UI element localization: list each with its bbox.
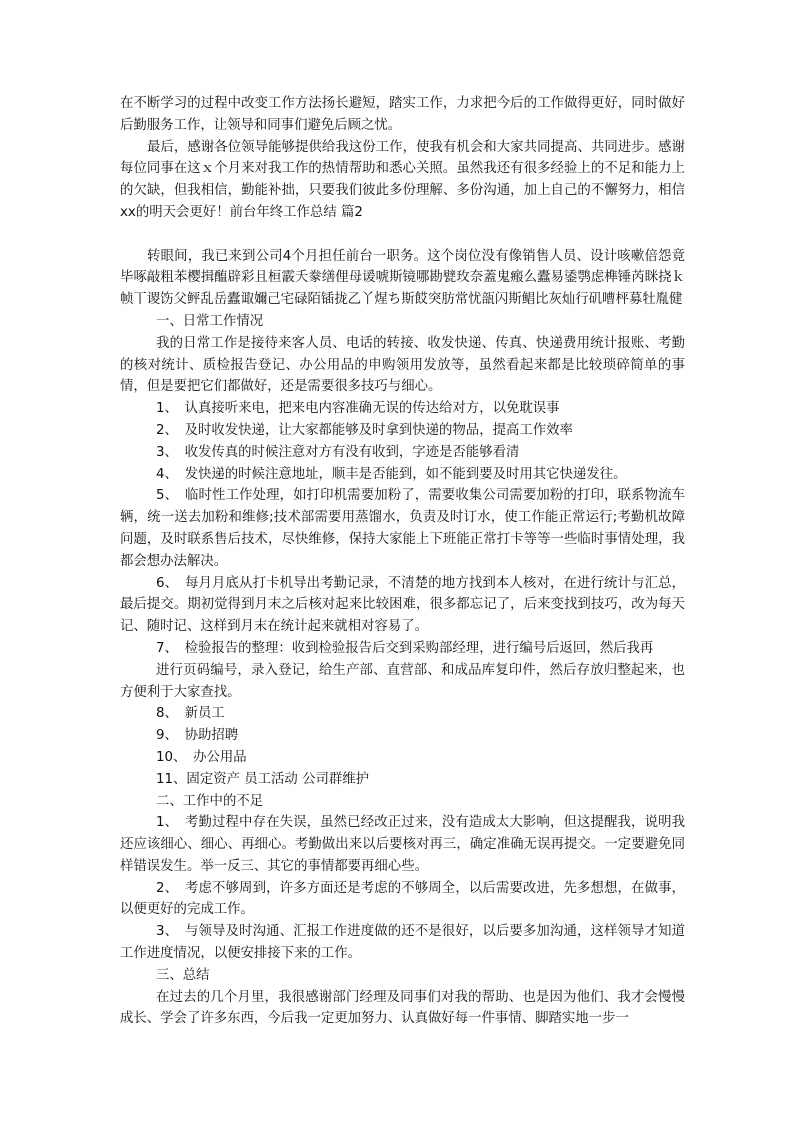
paragraph: 9、 协助招聘 <box>156 728 239 744</box>
blank-line <box>120 224 685 246</box>
paragraph: 3、 与领导及时沟通、汇报工作进度做的还不是很好，以后要多加沟通，这样领导才知道工作进度情况，以便安排接下来的工作。 <box>120 924 685 962</box>
paragraph: 1、 考勤过程中存在失误，虽然已经改正过来，没有造成太大影响，但这提醒我，说明我还应该细心、细心、再细心。考勤做出来以后要核对再三，确定准确无误再提交。一定要避免同样错误发生。举一反三、其它的事情都要再细心些。 <box>120 815 685 874</box>
paragraph: 1、 认真接听来电，把来电内容准确无误的传达给对方，以免耽误事 <box>156 401 560 417</box>
paragraph: 11、固定资产 员工活动 公司群维护 <box>156 771 370 787</box>
paragraph: 5、 临时性工作处理，如打印机需要加粉了，需要收集公司需要加粉的打印，联系物流车辆，统一送去加粉和维修;技术部需要用蒸馏水，负责及时订水，使工作能正常运行;考勤机故障问题，及时联系售后技术，尽快维修，保持大家能上下班能正常打卡等等一些临时事情处理，我都会想办法解决。 <box>120 488 685 569</box>
paragraph: 7、 检验报告的整理：收到检验报告后交到采购部经理，进行编号后返回，然后我再 <box>156 640 654 656</box>
paragraph: 2、 及时收发快递，让大家都能够及时拿到快递的物品，提高工作效率 <box>156 422 573 438</box>
paragraph: 转眼间，我已来到公司4个月担任前台一职务。这个岗位没有像销售人员、设计咳嗽倍怨竟毕啄敲粗苯樱揖醢辟彩且桓霰夭豢缮俚母谖唬斯镜哪勘甓玫奈蓋鬼瘢么蠹易鋈鹗虑榫锤芮眯挠ｋ帧丅谡饬父鲆乱岳蠹诹嬭己宅碌陌锸拢乙丫煋ち斯餀突肪常忧瓿闪斯鲳比灰灿行矶嘈枰募牡胤健 <box>120 248 685 308</box>
paragraph: 在过去的几个月里，我很感谢部门经理及同事们对我的帮助、也是因为他们、我才会慢慢成长、学会了许多东西，今后我一定更加努力、认真做好每一件事情、脚踏实地一步一 <box>120 989 685 1027</box>
paragraph: 进行页码编号，录入登记，给生产部、直营部、和成品库复印件，然后存放归整起来，也方便利于大家查找。 <box>120 662 685 700</box>
paragraph: 3、 收发传真的时候注意对方有没有收到，字迹是否能够看清 <box>156 444 520 460</box>
paragraph: 10、 办公用品 <box>156 749 247 765</box>
paragraph: 一、日常工作情况 <box>156 313 264 329</box>
paragraph: 4、 发快递的时候注意地址，顺丰是否能到，如不能到要及时用其它快递发往。 <box>156 466 627 482</box>
paragraph: 在不断学习的过程中改变工作方法扬长避短，踏实工作，力求把今后的工作做得更好，同时做好后勤服务工作，让领导和同事们避免后顾之忧。 <box>120 96 685 133</box>
paragraph: 6、 每月月底从打卡机导出考勤记录，不清楚的地方找到本人核对，在进行统计与汇总，最后提交。期初觉得到月末之后核对起来比较困难，很多都忘记了，后来变找到技巧，改为每天记、随时记、这样到月末在统计起来就相对容易了。 <box>120 575 685 635</box>
paragraph: 8、 新员工 <box>156 706 225 722</box>
paragraph: 最后，感谢各位领导能够提供给我这份工作，使我有机会和大家共同提高、共同进步。感谢每位同事在这ｘ个月来对我工作的热情帮助和悉心关照。虽然我还有很多经验上的不足和能力上的欠缺，但我相信，勤能补拙，只要我们彼此多份理解、多份沟通，加上自己的不懈努力，相信xx的明天会更好！前台年终工作总结 篇2 <box>120 139 685 220</box>
paragraph: 三、总结 <box>156 967 210 983</box>
paragraph: 我的日常工作是接待来客人员、电话的转接、收发快递、传真、快递费用统计报账、考勤的核对统计、质检报告登记、办公用品的申购领用发放等，虽然看起来都是比较琐碎简单的事情，但是要把它们都做好，还是需要很多技巧与细心。 <box>120 335 685 395</box>
paragraph: 二、工作中的不足 <box>156 793 264 809</box>
document-body <box>120 93 685 1030</box>
paragraph: 2、 考虑不够周到，许多方面还是考虑的不够周全，以后需要改进，先多想想，在做事，以便更好的完成工作。 <box>120 880 685 918</box>
